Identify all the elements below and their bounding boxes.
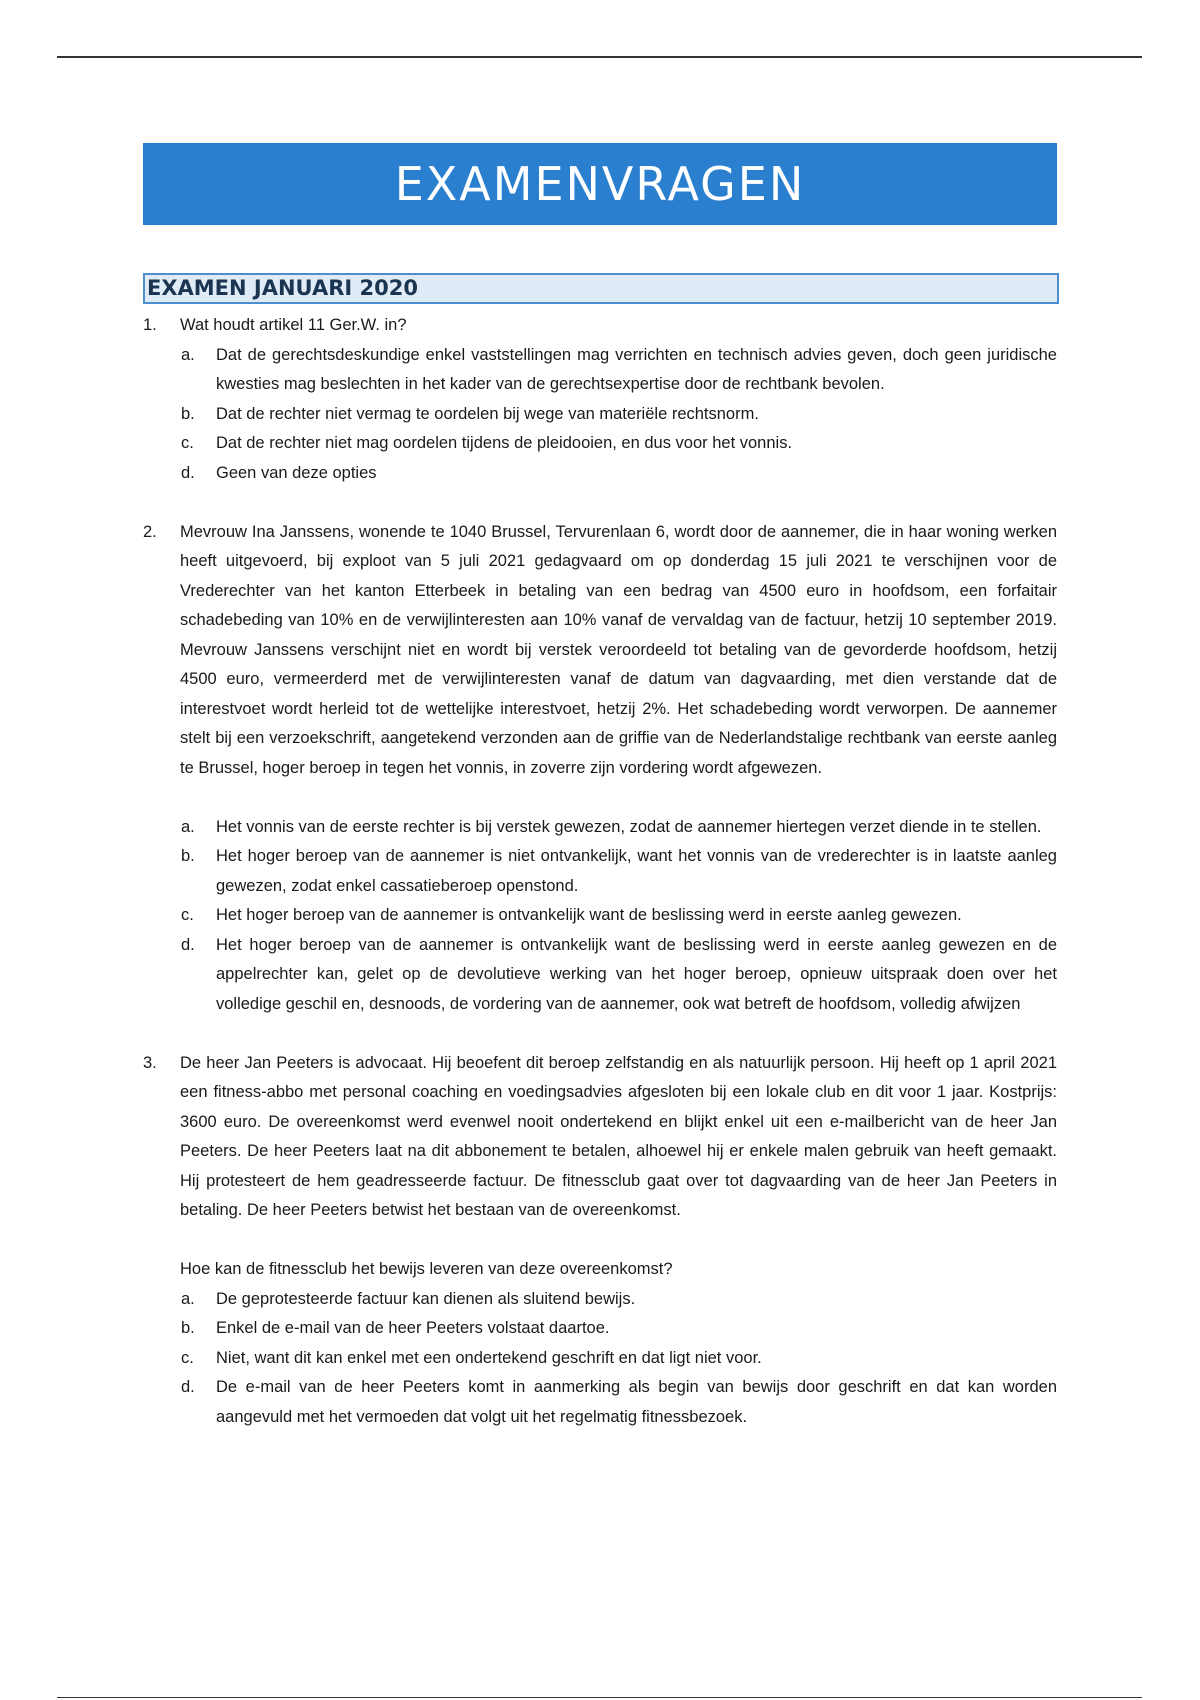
question-text: De heer Jan Peeters is advocaat. Hij beoefent dit beroep zelfstandig en als natuurlijk persoon. Hij heeft op 1 april 2021 een fitness-abbo met personal coaching en voedingsadvies afgesloten bij een lokale club en dit voor 1 jaar. Kostprijs: 3600 euro. De overeenkomst werd evenwel nooit ondertekend en blijkt enkel uit een e-mailbericht van de heer Jan Peeters. De heer Peeters laat na dit abbonement te betalen, alhoewel hij er enkele malen gebruik van heeft gemaakt. Hij protesteert de hem geadresseerde factuur. De fitnessclub gaat over tot dagvaarding van de heer Jan Peeters in betaling. De heer Peeters betwist het bestaan van de overeenkomst. [180, 1053, 1057, 1219]
answer-options [180, 1285, 1057, 1433]
question-1 [143, 311, 1057, 488]
answer-option-d [143, 459, 1057, 489]
question-2 [143, 518, 1057, 1020]
option-letter: a. [181, 817, 195, 836]
answer-option-a [143, 813, 1057, 843]
spacer [180, 1226, 1057, 1256]
option-letter: c. [181, 1348, 194, 1367]
option-text: Niet, want dit kan enkel met een ondertekend geschrift en dat ligt niet voor. [216, 1348, 762, 1367]
footer-rule [57, 1697, 1142, 1698]
option-text: Geen van deze opties [216, 463, 377, 482]
exam-questions [143, 311, 1057, 1432]
option-text: Het hoger beroep van de aannemer is ontvankelijk want de beslissing werd in eerste aanleg gewezen. [216, 906, 962, 924]
option-letter: b. [181, 847, 195, 865]
option-letter: b. [181, 1319, 195, 1337]
spacer [143, 1019, 1057, 1049]
option-text: Enkel de e-mail van de heer Peeters volstaat daartoe. [216, 1319, 610, 1337]
answer-option-b [143, 400, 1057, 430]
question-3 [143, 1049, 1057, 1433]
option-text: Dat de rechter niet mag oordelen tijdens de pleidooien, en dus voor het vonnis. [216, 434, 793, 452]
answer-option-b [143, 842, 1057, 901]
option-text: Het vonnis van de eerste rechter is bij verstek gewezen, zodat de aannemer hiertegen verzet diende in te stellen. [216, 817, 1042, 836]
question-number: 2. [143, 522, 157, 541]
option-letter: b. [181, 404, 195, 423]
answer-option-a [143, 1285, 1057, 1315]
page-title-banner [143, 143, 1057, 225]
answer-option-d [143, 1373, 1057, 1432]
option-text: Dat de rechter niet vermag te oordelen bij wege van materiële rechtsnorm. [216, 404, 759, 423]
answer-option-c [143, 429, 1057, 459]
section-heading [143, 273, 1059, 304]
page-title: EXAMENVRAGEN [394, 157, 806, 211]
header-rule [57, 56, 1142, 58]
section-title: EXAMEN JANUARI 2020 [147, 276, 418, 300]
spacer [180, 783, 1057, 813]
option-text: De geprotesteerde factuur kan dienen als sluitend bewijs. [216, 1289, 636, 1308]
option-text: De e-mail van de heer Peeters komt in aanmerking als begin van bewijs door geschrift en dat kan worden aangevuld met het vermoeden dat volgt uit het regelmatig fitnessbezoek. [216, 1378, 1057, 1426]
answer-options [180, 813, 1057, 1020]
spacer [143, 488, 1057, 518]
option-letter: d. [181, 463, 195, 482]
question-text: Mevrouw Ina Janssens, wonende te 1040 Brussel, Tervurenlaan 6, wordt door de aannemer, die in haar woning werken heeft uitgevoerd, bij exploot van 5 juli 2021 gedagvaard om op donderdag 15 juli 2021 te verschijnen voor de Vrederechter van het kanton Etterbeek in betaling van een bedrag van 4500 euro in hoofdsom, een forfaitair schadebeding van 10% en de verwijlinteresten aan 10% vanaf de vervaldag van de factuur, hetzij 10 september 2019. Mevrouw Janssens verschijnt niet en wordt bij verstek veroordeeld tot betaling van de gevorderde hoofdsom, hetzij 4500 euro, vermeerderd met de verwijlinteresten vanaf de datum van dagvaarding, met dien verstande dat de interestvoet wordt herleid tot de wettelijke interestvoet, hetzij 2%. Het schadebeding wordt verworpen. De aannemer stelt bij een verzoekschrift, aangetekend verzonden aan de griffie van de Nederlandstalige rechtbank van eerste aanleg te Brussel, hoger beroep in tegen het vonnis, in zoverre zijn vordering wordt afgewezen. [180, 522, 1057, 777]
answer-option-b [143, 1314, 1057, 1344]
option-letter: c. [181, 434, 194, 452]
answer-option-a [143, 341, 1057, 400]
question-text: Wat houdt artikel 11 Ger.W. in? [180, 316, 407, 334]
option-letter: a. [181, 1289, 195, 1308]
option-text: Het hoger beroep van de aannemer is ontvankelijk want de beslissing werd in eerste aanleg gewezen en de appelrechter kan, gelet op de devolutieve werking van het hoger beroep, opnieuw uitspraak doen over het volledige geschil en, desnoods, de vordering van de aannemer, ook wat betreft de hoofdsom, volledig afwijzen [216, 935, 1057, 1013]
option-letter: d. [181, 935, 195, 954]
option-text: Dat de gerechtsdeskundige enkel vaststellingen mag verrichten en technisch advies geven, doch geen juridische kwesties mag beslechten in het kader van de gerechtsexpertise door de rechtbank bevolen. [216, 345, 1057, 393]
option-letter: d. [181, 1378, 195, 1396]
question-number: 3. [143, 1053, 157, 1072]
question-prompt: Hoe kan de fitnessclub het bewijs leveren van deze overeenkomst? [180, 1260, 673, 1278]
answer-options [180, 341, 1057, 489]
answer-option-c [143, 901, 1057, 931]
option-letter: c. [181, 906, 194, 924]
answer-option-c [143, 1344, 1057, 1374]
option-letter: a. [181, 345, 195, 364]
option-text: Het hoger beroep van de aannemer is niet ontvankelijk, want het vonnis van de vrederechter is in laatste aanleg gewezen, zodat enkel cassatieberoep openstond. [216, 847, 1057, 895]
question-number: 1. [143, 316, 157, 334]
answer-option-d [143, 931, 1057, 1020]
